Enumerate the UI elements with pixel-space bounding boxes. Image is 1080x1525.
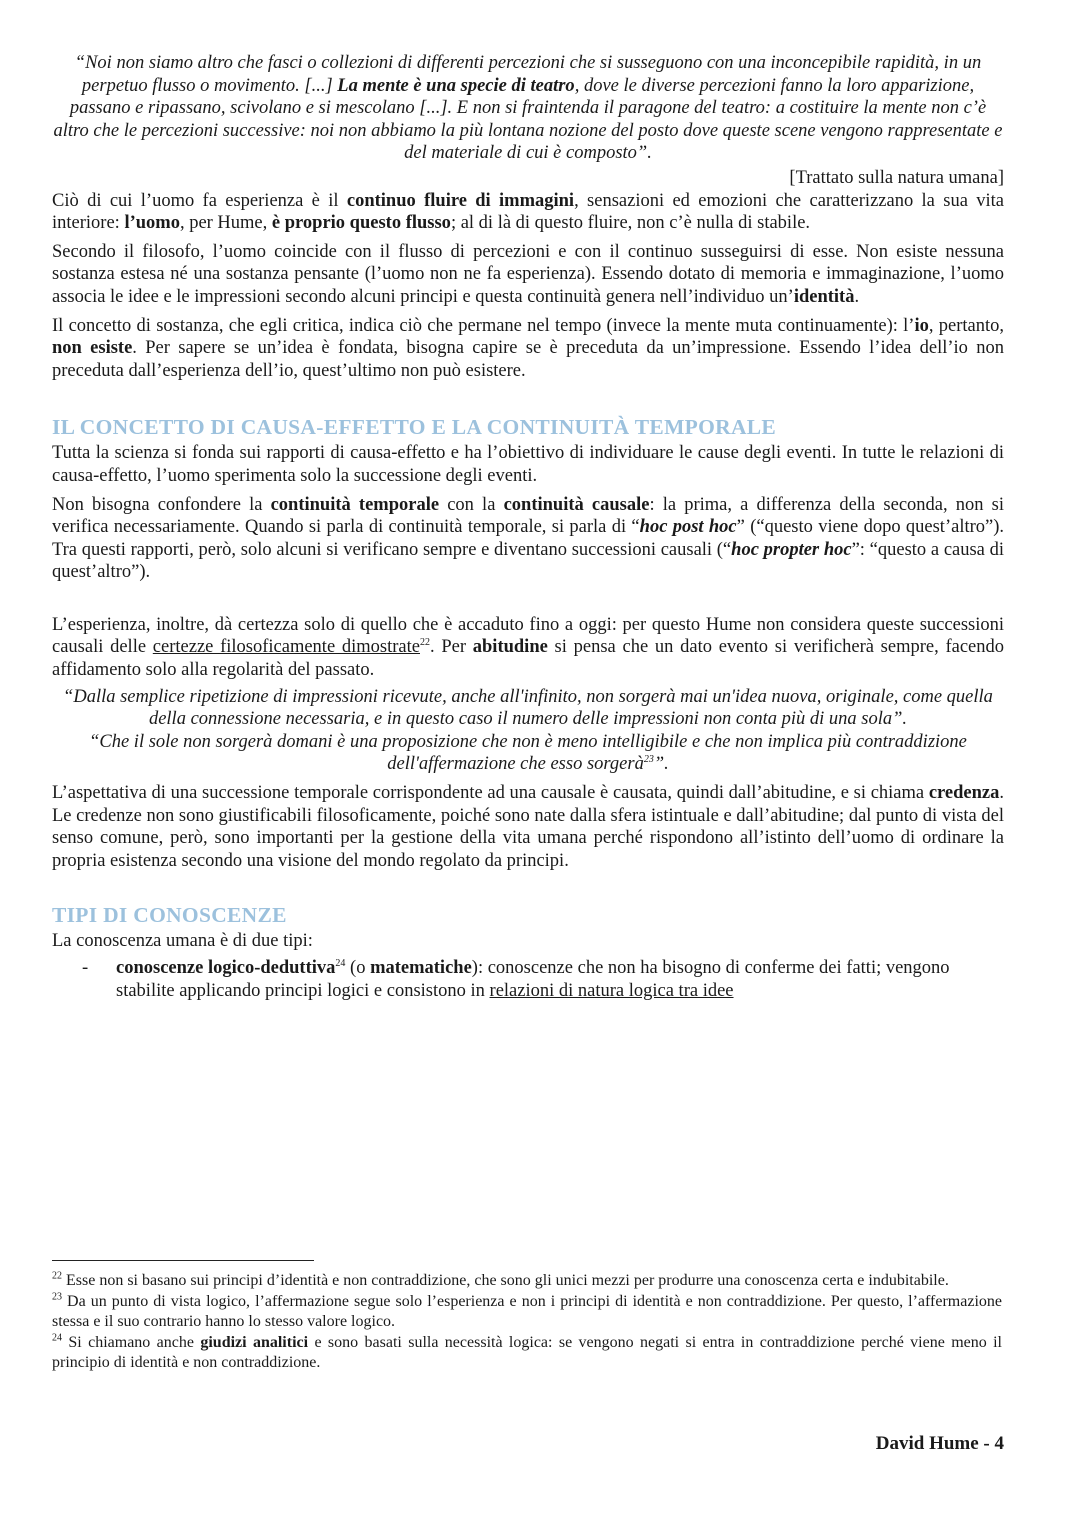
paragraph-credenza: L’aspettativa di una successione temporale corrispondente ad una causale è causata, quindi dall’abitudine, e si chiama credenza. Le credenze non sono giustificabili filosoficamente, poiché sono nate dalla sfera istintuale e dall’abitudine; dal punto di vista del senso comune, però, sono importanti per la gestione della vita umana perché rispondono all’istinto dell’uomo di ordinare la propria esistenza secondo una visione del mondo regolato da principi. bbox=[52, 783, 1004, 871]
quote-teatro: “Noi non siamo altro che fasci o collezioni di differenti percezioni che si susseguono con una inconcepibile rapidità, in un perpetuo flusso o movimento. [...] La mente è una specie di teatro, dove le diverse percezioni fanno la loro apparizione, passano e ripassano, scivolano e si mescolano [...]. E non si fraintenda il paragone del teatro: a costituire la mente non c’è altro che le percezioni successive: noi non abbiamo la più lontana nozione del posto dove queste scene vengono rappresentate e del materiale di cui è composto”. bbox=[53, 53, 1003, 164]
footnote-24: $^{24}$ Si chiamano anche giudizi analitici e sono basati sulla necessità logica: se vengono negati si entra in contraddizione perché viene meno il principio di identità e non contraddizione. bbox=[52, 1332, 1002, 1372]
quote-citation: [Trattato sulla natura umana] bbox=[789, 167, 1004, 188]
list-dash: - bbox=[82, 958, 89, 978]
paragraph-esperienza: L’esperienza, inoltre, dà certezza solo di quello che è accaduto fino a oggi: per questo Hume non considera queste successioni causali delle certezze filosoficamente dimostrate$^{22}$. Per abitudine si pensa che un dato evento si verificherà sempre, facendo affidamento solo alla regolarità del passato. bbox=[52, 614, 1004, 681]
footnote-23: $^{23}$ Da un punto di vista logico, l’affermazione segue solo l’esperienza e non i principi di identità e non contraddizione. Per questo, l’affermazione stessa e il suo contrario hanno lo stesso valore logico. bbox=[52, 1291, 1002, 1331]
quote-sole: “Che il sole non sorgerà domani è una proposizione che non è meno intelligibile e che non implica più contraddizione dell'affermazione che esso sorgerà$^{23}$”. bbox=[89, 731, 967, 775]
paragraph-identita: Secondo il filosofo, l’uomo coincide con il flusso di percezioni e con il continuo susseguirsi di esse. Non esiste nessuna sostanza estesa né una sostanza pensante (l’uomo non ne fa esperienza). Essendo dotato di memoria e immaginazione, l’uomo associa le idee e le impressioni secondo alcuni principi e questa continuità genera nell’individuo un’identità. bbox=[52, 241, 1004, 307]
page-footer: David Hume - 4 bbox=[875, 1433, 1004, 1454]
footnote-22: $^{22}$ Esse non si basano sui principi d’identità e non contraddizione, che sono gli unici mezzi per produrre una conoscenza certa e indubitabile. bbox=[52, 1270, 949, 1289]
footnote-ref-22: 22 bbox=[420, 637, 430, 649]
paragraph-continuita: Non bisogna confondere la continuità temporale con la continuità causale: la prima, a differenza della seconda, non si verifica necessariamente. Quando si parla di continuità temporale, si parla di “hoc post hoc” (“questo viene dopo quest’altro”). Tra questi rapporti, però, solo alcuni si verificano sempre e diventano successioni causali (“hoc propter hoc”: “questo a causa di quest’altro”). bbox=[52, 494, 1005, 583]
footnote-separator bbox=[52, 1260, 314, 1261]
paragraph-scienza: Tutta la scienza si fonda sui rapporti di causa-effetto e ha l’obiettivo di individuare le cause degli eventi. In tutte le relazioni di causa-effetto, l’uomo sperimenta solo la successione degli eventi. bbox=[52, 443, 1004, 486]
page-content bbox=[52, 52, 1004, 1002]
heading-tipi-conoscenze: TIPI DI CONOSCENZE bbox=[52, 903, 287, 928]
footnotes bbox=[52, 1271, 1002, 1374]
heading-causa-effetto: IL CONCETTO DI CAUSA-EFFETTO E LA CONTINUITÀ TEMPORALE bbox=[52, 415, 777, 440]
quote-ripetizione: “Dalla semplice ripetizione di impressioni ricevute, anche all'infinito, non sorgerà mai un'idea nuova, originale, come quella della connessione necessaria, e in questo caso il numero delle impressioni non conta più di una sola”. bbox=[63, 686, 993, 730]
footnote-ref-23: 23 bbox=[643, 754, 654, 766]
paragraph-flusso: Ciò di cui l’uomo fa esperienza è il continuo fluire di immagini, sensazioni ed emozioni che caratterizzano la sua vita interiore: l’uomo, per Hume, è proprio questo flusso; al di là di questo fluire, non c’è nulla di stabile. bbox=[52, 190, 1004, 234]
footnote-ref-24: 24 bbox=[335, 957, 346, 969]
list-item bbox=[52, 957, 1004, 1002]
list-item-text: conoscenze logico-deduttiva$^{24}$ (o matematiche): conoscenze che non ha bisogno di conferme dei fatti; vengono stabilite applicando principi logici e consistono in relazioni di natura logica tra idee bbox=[116, 957, 950, 1001]
paragraph-sostanza: Il concetto di sostanza, che egli critica, indica ciò che permane nel tempo (invece la mente muta continuamente): l’io, pertanto, non esiste. Per sapere se un’idea è fondata, bisogna capire se è preceduta da un’impressione. Essendo l’idea dell’io non preceduta dall’esperienza dell’io, quest’ultimo non può esistere. bbox=[52, 315, 1005, 381]
paragraph-conoscenza: La conoscenza umana è di due tipi: bbox=[52, 931, 313, 952]
